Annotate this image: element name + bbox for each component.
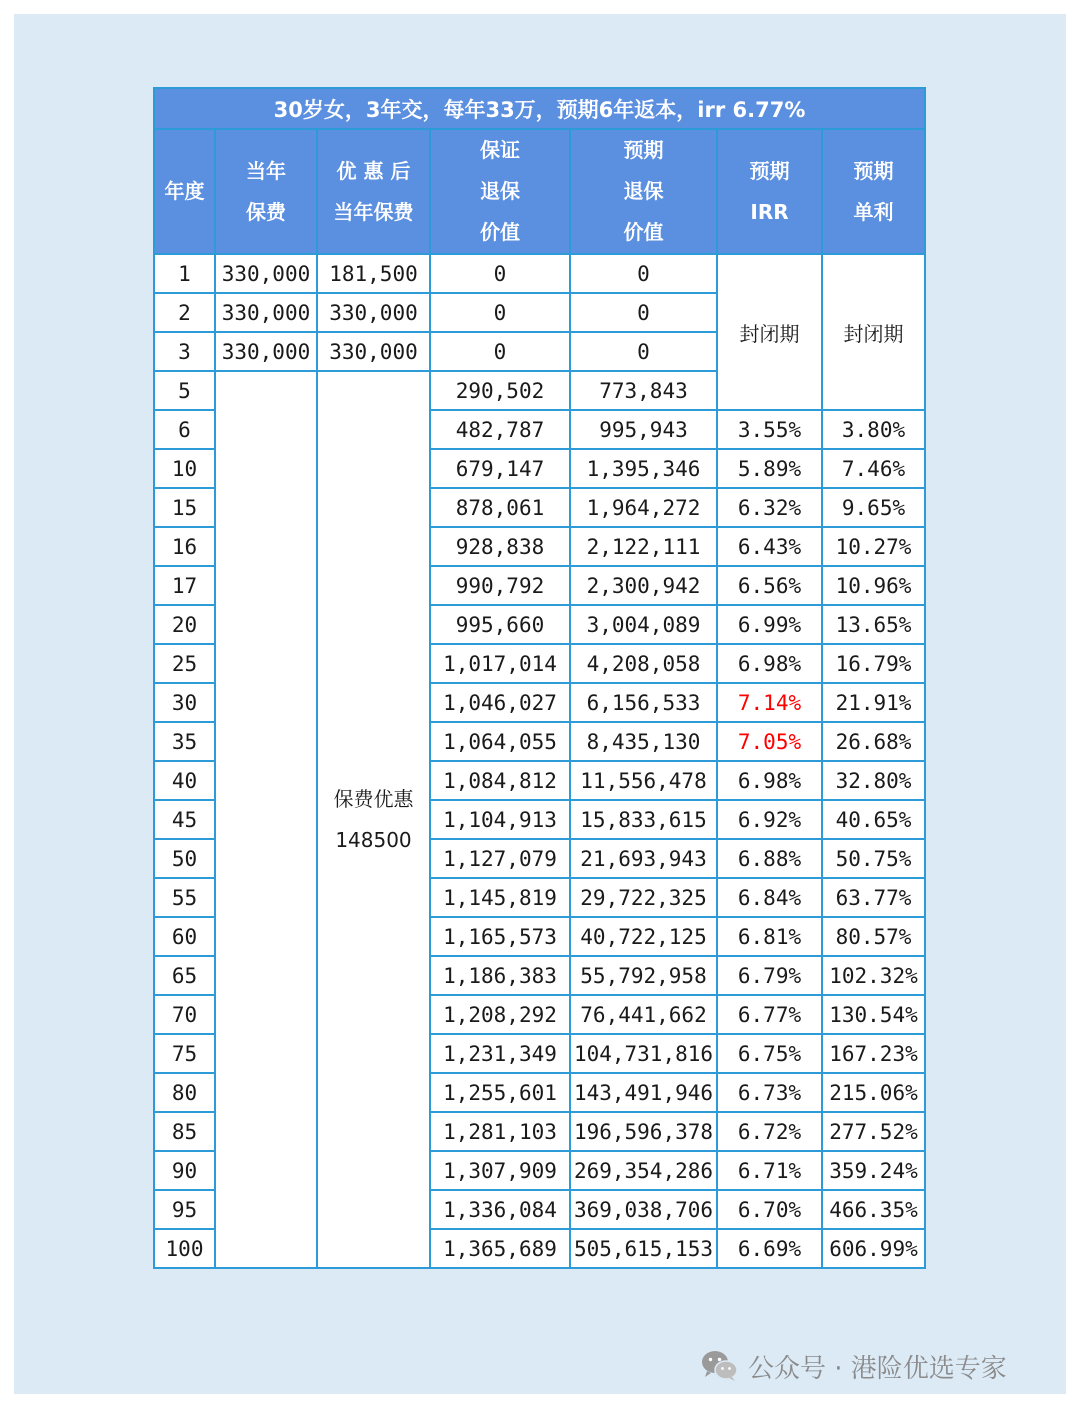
year-cell: 95 — [154, 1190, 215, 1229]
irr-cell: 7.05% — [717, 722, 822, 761]
simple-interest-cell: 40.65% — [822, 800, 925, 839]
premium-empty-cell — [215, 371, 317, 1268]
guaranteed-value-cell: 1,255,601 — [430, 1073, 570, 1112]
year-cell: 6 — [154, 410, 215, 449]
expected-value-cell: 4,208,058 — [570, 644, 717, 683]
guaranteed-value-cell: 995,660 — [430, 605, 570, 644]
guaranteed-value-cell: 482,787 — [430, 410, 570, 449]
irr-cell: 6.56% — [717, 566, 822, 605]
header-expected-value: 预期 退保 价值 — [570, 129, 717, 254]
discounted-premium-cell: 330,000 — [317, 332, 430, 371]
simple-interest-cell: 10.27% — [822, 527, 925, 566]
simple-interest-cell: 9.65% — [822, 488, 925, 527]
expected-value-cell: 269,354,286 — [570, 1151, 717, 1190]
irr-cell: 6.98% — [717, 644, 822, 683]
guaranteed-value-cell: 679,147 — [430, 449, 570, 488]
irr-cell: 6.99% — [717, 605, 822, 644]
simple-interest-cell: 466.35% — [822, 1190, 925, 1229]
guaranteed-value-cell: 878,061 — [430, 488, 570, 527]
discount-note-label: 保费优惠 — [333, 786, 414, 811]
header-irr: 预期 IRR — [717, 129, 822, 254]
expected-value-cell: 773,843 — [570, 371, 717, 410]
year-cell: 70 — [154, 995, 215, 1034]
irr-cell: 6.84% — [717, 878, 822, 917]
year-cell: 1 — [154, 254, 215, 293]
wechat-icon — [700, 1349, 740, 1383]
simple-interest-cell: 63.77% — [822, 878, 925, 917]
irr-cell: 7.14% — [717, 683, 822, 722]
year-cell: 65 — [154, 956, 215, 995]
year-cell: 2 — [154, 293, 215, 332]
simple-interest-cell: 3.80% — [822, 410, 925, 449]
expected-value-cell: 0 — [570, 254, 717, 293]
guaranteed-value-cell: 0 — [430, 254, 570, 293]
year-cell: 17 — [154, 566, 215, 605]
expected-value-cell: 2,300,942 — [570, 566, 717, 605]
year-cell: 15 — [154, 488, 215, 527]
year-cell: 30 — [154, 683, 215, 722]
premium-discount-note — [317, 371, 430, 1268]
year-cell: 85 — [154, 1112, 215, 1151]
irr-cell: 6.71% — [717, 1151, 822, 1190]
table-title: 30岁女，3年交，每年33万，预期6年返本，irr 6.77% — [154, 88, 925, 129]
header-guaranteed-value: 保证 退保 价值 — [430, 129, 570, 254]
irr-cell: 6.81% — [717, 917, 822, 956]
guaranteed-value-cell: 1,307,909 — [430, 1151, 570, 1190]
guaranteed-value-cell: 1,281,103 — [430, 1112, 570, 1151]
header-year: 年度 — [154, 129, 215, 254]
expected-value-cell: 6,156,533 — [570, 683, 717, 722]
guaranteed-value-cell: 1,017,014 — [430, 644, 570, 683]
guaranteed-value-cell: 1,231,349 — [430, 1034, 570, 1073]
year-cell: 20 — [154, 605, 215, 644]
simple-interest-cell: 26.68% — [822, 722, 925, 761]
year-cell: 40 — [154, 761, 215, 800]
simple-interest-cell: 10.96% — [822, 566, 925, 605]
guaranteed-value-cell: 990,792 — [430, 566, 570, 605]
year-cell: 80 — [154, 1073, 215, 1112]
simple-interest-cell: 130.54% — [822, 995, 925, 1034]
expected-value-cell: 505,615,153 — [570, 1229, 717, 1268]
irr-cell: 6.32% — [717, 488, 822, 527]
discount-note-amount: 148500 — [335, 827, 412, 852]
header-premium: 当年 保费 — [215, 129, 317, 254]
expected-value-cell: 143,491,946 — [570, 1073, 717, 1112]
expected-value-cell: 76,441,662 — [570, 995, 717, 1034]
irr-cell: 6.88% — [717, 839, 822, 878]
year-cell: 45 — [154, 800, 215, 839]
simple-interest-cell: 50.75% — [822, 839, 925, 878]
simple-interest-cell: 13.65% — [822, 605, 925, 644]
year-cell: 60 — [154, 917, 215, 956]
header-simple-interest: 预期 单利 — [822, 129, 925, 254]
expected-value-cell: 0 — [570, 293, 717, 332]
expected-value-cell: 1,395,346 — [570, 449, 717, 488]
header-discounted-premium: 优 惠 后 当年保费 — [317, 129, 430, 254]
irr-cell: 6.77% — [717, 995, 822, 1034]
expected-value-cell: 369,038,706 — [570, 1190, 717, 1229]
guaranteed-value-cell: 1,336,084 — [430, 1190, 570, 1229]
irr-cell: 6.75% — [717, 1034, 822, 1073]
guaranteed-value-cell: 1,104,913 — [430, 800, 570, 839]
simple-interest-cell: 215.06% — [822, 1073, 925, 1112]
watermark — [700, 1346, 1007, 1386]
simple-interest-cell: 277.52% — [822, 1112, 925, 1151]
expected-value-cell: 15,833,615 — [570, 800, 717, 839]
irr-cell: 6.92% — [717, 800, 822, 839]
irr-cell: 6.73% — [717, 1073, 822, 1112]
table-title-row — [154, 88, 925, 129]
year-cell: 75 — [154, 1034, 215, 1073]
guaranteed-value-cell: 1,208,292 — [430, 995, 570, 1034]
simple-closed-period: 封闭期 — [822, 254, 925, 410]
simple-interest-cell: 359.24% — [822, 1151, 925, 1190]
table-row — [154, 254, 925, 293]
irr-cell: 3.55% — [717, 410, 822, 449]
simple-interest-cell: 21.91% — [822, 683, 925, 722]
expected-value-cell: 1,964,272 — [570, 488, 717, 527]
simple-interest-cell: 167.23% — [822, 1034, 925, 1073]
insurance-value-table — [153, 87, 926, 1269]
expected-value-cell: 104,731,816 — [570, 1034, 717, 1073]
simple-interest-cell: 102.32% — [822, 956, 925, 995]
table-header-row — [154, 129, 925, 254]
year-cell: 5 — [154, 371, 215, 410]
guaranteed-value-cell: 290,502 — [430, 371, 570, 410]
premium-cell: 330,000 — [215, 332, 317, 371]
guaranteed-value-cell: 1,127,079 — [430, 839, 570, 878]
simple-interest-cell: 606.99% — [822, 1229, 925, 1268]
irr-cell: 5.89% — [717, 449, 822, 488]
year-cell: 100 — [154, 1229, 215, 1268]
premium-cell: 330,000 — [215, 254, 317, 293]
year-cell: 16 — [154, 527, 215, 566]
year-cell: 10 — [154, 449, 215, 488]
guaranteed-value-cell: 0 — [430, 293, 570, 332]
expected-value-cell: 11,556,478 — [570, 761, 717, 800]
watermark-text: 公众号 · 港险优选专家 — [748, 1353, 1007, 1384]
expected-value-cell: 0 — [570, 332, 717, 371]
guaranteed-value-cell: 1,046,027 — [430, 683, 570, 722]
year-cell: 50 — [154, 839, 215, 878]
expected-value-cell: 2,122,111 — [570, 527, 717, 566]
irr-cell: 6.98% — [717, 761, 822, 800]
guaranteed-value-cell: 1,145,819 — [430, 878, 570, 917]
guaranteed-value-cell: 1,365,689 — [430, 1229, 570, 1268]
irr-cell: 6.79% — [717, 956, 822, 995]
expected-value-cell: 29,722,325 — [570, 878, 717, 917]
year-cell: 3 — [154, 332, 215, 371]
irr-cell: 6.43% — [717, 527, 822, 566]
guaranteed-value-cell: 0 — [430, 332, 570, 371]
simple-interest-cell: 16.79% — [822, 644, 925, 683]
table-body — [154, 254, 925, 1268]
year-cell: 55 — [154, 878, 215, 917]
expected-value-cell: 995,943 — [570, 410, 717, 449]
irr-cell: 6.70% — [717, 1190, 822, 1229]
year-cell: 25 — [154, 644, 215, 683]
expected-value-cell: 8,435,130 — [570, 722, 717, 761]
irr-closed-period: 封闭期 — [717, 254, 822, 410]
discounted-premium-cell: 181,500 — [317, 254, 430, 293]
year-cell: 90 — [154, 1151, 215, 1190]
expected-value-cell: 196,596,378 — [570, 1112, 717, 1151]
guaranteed-value-cell: 928,838 — [430, 527, 570, 566]
irr-cell: 6.69% — [717, 1229, 822, 1268]
expected-value-cell: 55,792,958 — [570, 956, 717, 995]
expected-value-cell: 3,004,089 — [570, 605, 717, 644]
guaranteed-value-cell: 1,064,055 — [430, 722, 570, 761]
premium-cell: 330,000 — [215, 293, 317, 332]
guaranteed-value-cell: 1,186,383 — [430, 956, 570, 995]
simple-interest-cell: 80.57% — [822, 917, 925, 956]
discounted-premium-cell: 330,000 — [317, 293, 430, 332]
expected-value-cell: 40,722,125 — [570, 917, 717, 956]
irr-cell: 6.72% — [717, 1112, 822, 1151]
simple-interest-cell: 7.46% — [822, 449, 925, 488]
guaranteed-value-cell: 1,165,573 — [430, 917, 570, 956]
year-cell: 35 — [154, 722, 215, 761]
simple-interest-cell: 32.80% — [822, 761, 925, 800]
expected-value-cell: 21,693,943 — [570, 839, 717, 878]
guaranteed-value-cell: 1,084,812 — [430, 761, 570, 800]
